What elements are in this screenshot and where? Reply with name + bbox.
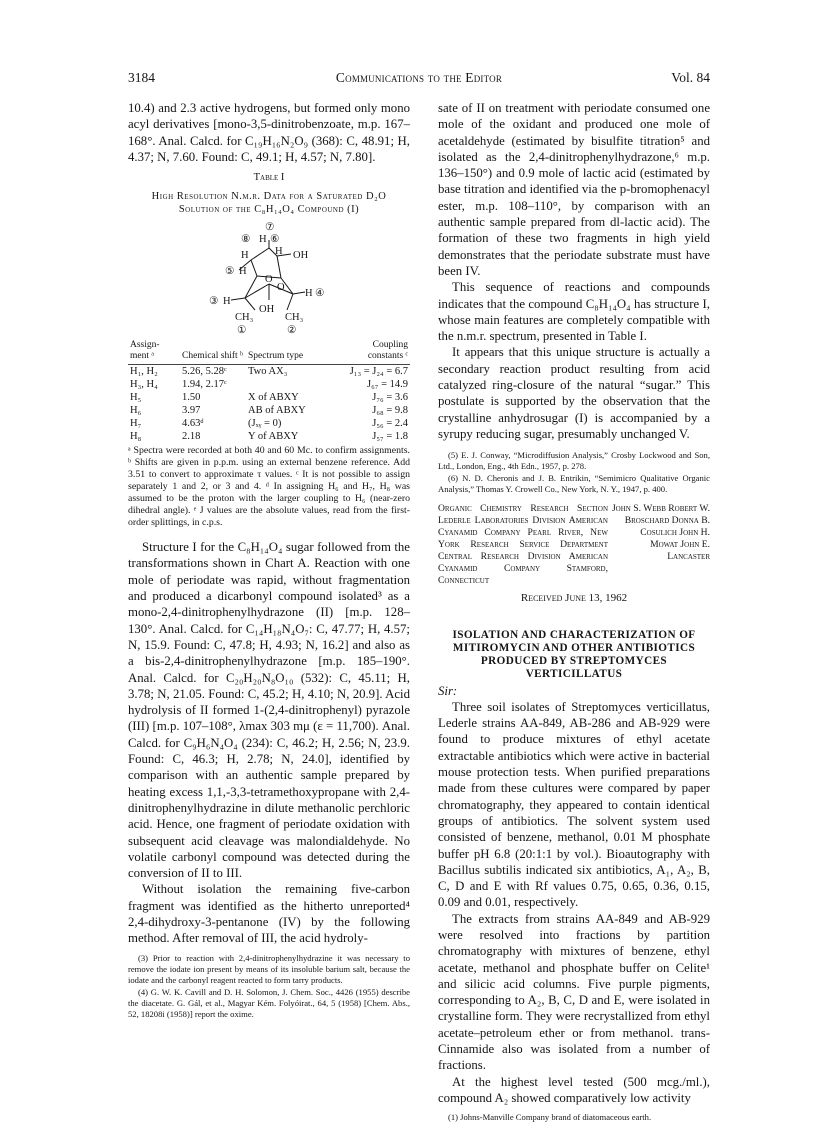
table-row [128, 404, 410, 417]
table-cell: 1.94, 2.17ᶜ [182, 379, 227, 391]
table-cell: X of ABXY [248, 392, 299, 404]
col-header-shift: Chemical shift ᵇ [180, 340, 246, 365]
atom-oh-top: OH [293, 250, 309, 262]
atom-label-4: ④ [315, 288, 325, 300]
table-header-row [128, 340, 410, 365]
received-date: Received June 13, 1962 [520, 592, 628, 605]
table-caption: Table I [253, 172, 285, 184]
atom-h-right: H [275, 246, 283, 258]
footnote-1: (1) Johns-Manville Company brand of diatomaceous earth. [448, 1112, 652, 1123]
atom-o-bridge: O [265, 274, 273, 286]
table-row [128, 417, 410, 430]
table-cell: AB of ABXY [248, 405, 306, 417]
right-paragraph-6: At the highest level tested (500 mcg./ml.), compound A₂ showed comparatively low activity [438, 1074, 710, 1105]
col-header-assignment: Assign-ment ᵃ [128, 340, 180, 365]
footnote-6: (6) N. D. Cheronis and J. B. Entrikin, “Semimicro Qualitative Organic Analysis,” Thomas Y. Crowell Co., New York, N. Y., 1947, p. 400. [438, 473, 710, 495]
table-title-line-2: Solution of the C₈H₁₄O₄ Compound (I) [178, 204, 360, 216]
col-header-spectrum: Spectrum type [246, 340, 338, 365]
table-cell: J₆₇ = 14.9 [367, 379, 408, 391]
table-cell: 4.63ᵈ [182, 418, 204, 430]
table-title [128, 190, 410, 216]
atom-label-8: ⑧ [241, 234, 251, 246]
right-paragraph-1: sate of II on treatment with periodate consumed one mole of the oxidant and produced one mole of acetaldehyde (estimated by bisulfite titration⁵ and isolated as the 2,4-dinitrophenylhydrazone,⁶ m.p. 136–150°) and 0.9 mole of lactic acid (estimated by base titration and identified via the p-bromophenacyl ester, m.p. 108–110°, by comparison with an authentic sample prepared from dl-lactic acid). The formation of these two fragments in high yield demonstrates that the periodate substrate must have been IV. [438, 101, 710, 278]
table-cell: J₅₇ = 1.8 [372, 431, 408, 443]
table-cell: J₆₈ = 9.8 [372, 405, 408, 417]
atom-ch3-right: CH₃ [285, 312, 304, 324]
table-cell: H₆ [130, 405, 142, 417]
table-row [128, 391, 410, 404]
author-list: John S. Webb Robert W. Broschard Donna B. Cosulich John H. Mowat John E. Lancaster [611, 503, 710, 563]
left-paragraph-2: Structure I for the C₈H₁₄O₄ sugar followed from the transformations shown in Chart A. Reaction with one mole of periodate was rapid, without fragmentation and produced a dicarbonyl compound isolated³ as a mono-2,4-dinitrophenylhydrazone (II) [m.p. 128–130°. Anal. Calcd. for C₁₄H₁₈N₄O₇: C, 47.77; H, 4.57; N, 15.9. Found: C, 47.8; H, 4.93; N, 16.2] and also as a bis-2,4-dinitrophenylhydrazone [m.p. 185–190°. Anal. Calcd. for C₂₀H₂₀N₈O₁₀ (532): C, 45.11; H, 3.78; N, 21.05. Found: C, 45.2; H, 4.10; N, 20.9]. Acid hydrolysis of II formed 1-(2,4-dinitrophenyl) pyrazole (III) [m.p. 107–108°, λmax 303 mμ (ε = 11,700). Anal. Calcd. for C₉H₆N₄O₄ (234): C, 46.2; H, 2.56; N, 23.9. Found: C, 46.3; H, 2.78; N, 24.0], identified by comparison with an authentic sample prepared by heating excess 1,1,-3,3-tetramethoxypropane with 2,4-dinitrophenylhydrazine in dilute methanolic perchloric acid. Hence, one fragment of periodate oxidation with subsequent acid cleavage was malondialdehyde. No volatile carbonyl compound was detected during the conversion of II to III. [128, 540, 410, 881]
table-cell: H₈ [130, 431, 142, 443]
left-column [128, 100, 410, 1020]
page-header [128, 70, 710, 86]
table-cell: (Jₓᵧ = 0) [248, 418, 282, 430]
footnote-3: (3) Prior to reaction with 2,4-dinitrophenylhydrazine it was necessary to remove the iodate ion present by means of its insoluble barium salt, because the iodate and the carbonyl reagent reacted to form tarry products. [128, 952, 410, 985]
atom-label-1: ① [237, 325, 247, 337]
affiliation-block: Organic Chemistry Research Section Lederle Laboratories Division American Cyanamid Company Pearl River, New York Research Service Department Central Research Division American Cyanamid Company Stamford, Connecticut [438, 503, 608, 587]
table-cell: 2.18 [182, 431, 201, 443]
table-cell: Two AX₃ [248, 366, 288, 378]
table-cell: 1.50 [182, 392, 201, 404]
salutation: Sir: [438, 683, 458, 698]
table-cell: J₁₃ = J₂₄ = 6.7 [349, 366, 408, 378]
table-row [128, 378, 410, 391]
footnote-5: (5) E. J. Conway, “Microdiffusion Analysis,” Crosby Lockwood and Son, Ltd., London, Eng., 4th Edn., 1957, p. 278. [438, 450, 710, 472]
col-header-coupling: Coupling constants ᶜ [338, 340, 410, 365]
table-cell: Y of ABXY [248, 431, 299, 443]
table-cell: J₇₆ = 3.6 [372, 392, 408, 404]
table-row [128, 430, 410, 443]
atom-h-lower-left: H [223, 296, 231, 308]
right-paragraph-4: Three soil isolates of Streptomyces verticillatus, Lederle strains AA-849, AB-286 and AB-929 were found to produce mixtures of ethyl acetate extractable antibiotics which were active in bacterial mouse protection tests. When purified preparations made from these cultures were compared by paper chromatography, they appeared to contain identical groups of antibiotics. The solvent system used consisted of benzene, methanol, 0.01 M phosphate buffer pH 6.8 (20:1:1 by vol.). Bioautography with Bacillus subtilis indicated six antibiotics, A₁, A₂, B, C, D and E with Rf values 0.75, 0.65, 0.36, 0.15, 0.09 and 0.01, respectively. [438, 699, 710, 910]
table-cell: H₃, H₄ [130, 379, 158, 391]
atom-label-2: ② [287, 325, 297, 337]
atom-h-top: H [259, 234, 267, 246]
atom-label-3: ③ [209, 296, 219, 308]
running-head: Communications to the Editor [335, 70, 503, 85]
table-cell [246, 378, 338, 391]
table-cell: H₁, H₂ [130, 366, 158, 378]
atom-oh-bottom: OH [259, 304, 275, 316]
nmr-table [128, 340, 410, 443]
table-cell: J₅₆ = 2.4 [372, 418, 408, 430]
atom-h-lower-right: H [305, 288, 313, 300]
table-footnote: ᵃ Spectra were recorded at both 40 and 60 Mc. to confirm assignments. ᵇ Shifts are given in p.p.m. using an external benzene reference. Add 3.51 to convert to approximate τ values. ᶜ It is not possible to assign separately 1 and 2, or 3 and 4. ᵈ In assigning H₆ and H₇, H₈ was assumed to be the proton with the larger coupling to H₆ (near-zero dihedral angle). ᵉ J values are the absolute values, read from the first-order splittings, in c.p.s. [128, 445, 410, 529]
table-row [128, 365, 410, 379]
table-title-line-1: High Resolution N.m.r. Data for a Saturated D₂O [151, 191, 387, 203]
atom-ch3-left: CH₃ [235, 312, 254, 324]
atom-h-mid: H [239, 266, 247, 278]
author-affiliations [438, 503, 710, 587]
atom-label-6: ⑥ [270, 234, 280, 246]
left-paragraph-1: 10.4) and 2.3 active hydrogens, but formed only mono acyl derivatives [mono-3,5-dinitrobenzoate, m.p. 167–168°. Anal. Calcd. for C₁₉H₁₆N₂O₉ (368): C, 48.91; H, 4.37; N, 7.60. Found: C, 49.1; H, 4.57; N, 7.80]. [128, 101, 410, 164]
volume-label: Vol. 84 [671, 70, 710, 85]
article-title: ISOLATION AND CHARACTERIZATION OF MITIROMYCIN AND OTHER ANTIBIOTICS PRODUCED BY STREPTOMYCES VERTICILLATUS [452, 628, 696, 680]
table-cell: 3.97 [182, 405, 201, 417]
left-paragraph-3: Without isolation the remaining five-carbon fragment was identified as the hitherto unreported⁴ 2,4-dihydroxy-3-pentanone (IV) by the following method. After removal of III, the acid hydroly- [128, 882, 410, 946]
structure-diagram [169, 218, 369, 338]
right-column [438, 100, 710, 1123]
page-number: 3184 [128, 70, 155, 85]
table-cell: H₇ [130, 418, 142, 430]
right-paragraph-3: It appears that this unique structure is actually a secondary reaction product resulting from acid catalyzed ring-closure of the natural “sugar.” This postulate is supported by the observation that the crystalline anhydrosugar (I) is accompanied by a syrupy reducing sugar, presumably unchanged V. [438, 345, 710, 441]
right-paragraph-2: This sequence of reactions and compounds indicates that the compound C₈H₁₄O₄ has structure I, whose main features are completely compatible with the n.m.r. spectrum, presented in Table I. [438, 280, 710, 344]
table-cell: 5.26, 5.28ᶜ [182, 366, 227, 378]
right-paragraph-5: The extracts from strains AA-849 and AB-929 were resolved into fractions by partition chromatography with mixtures of benzene, ethyl acetate, methanol and phosphate buffer on Celite¹ and silicic acid columns. Five purple pigments, corresponding to A₂, B, C, D and E, were isolated in crystalline form. They were recrystallized from ethyl acetate–petroleum ether or from methanol. trans-Cinnamide also was isolated from a number of fractions. [438, 911, 710, 1073]
atom-o-ring: O [277, 282, 285, 294]
footnote-4: (4) G. W. K. Cavill and D. H. Solomon, J. Chem. Soc., 4426 (1955) describe the diacetate. G. Gál, et al., Magyar Kém. Folyóirat., 64, 5 (1958) [Chem. Abs., 52, 18208i (1958)] report the oxime. [128, 986, 410, 1019]
table-cell: H₅ [130, 392, 142, 404]
atom-h-left: H [241, 250, 249, 262]
atom-label-5: ⑤ [225, 266, 235, 278]
atom-label-7: ⑦ [265, 222, 275, 234]
